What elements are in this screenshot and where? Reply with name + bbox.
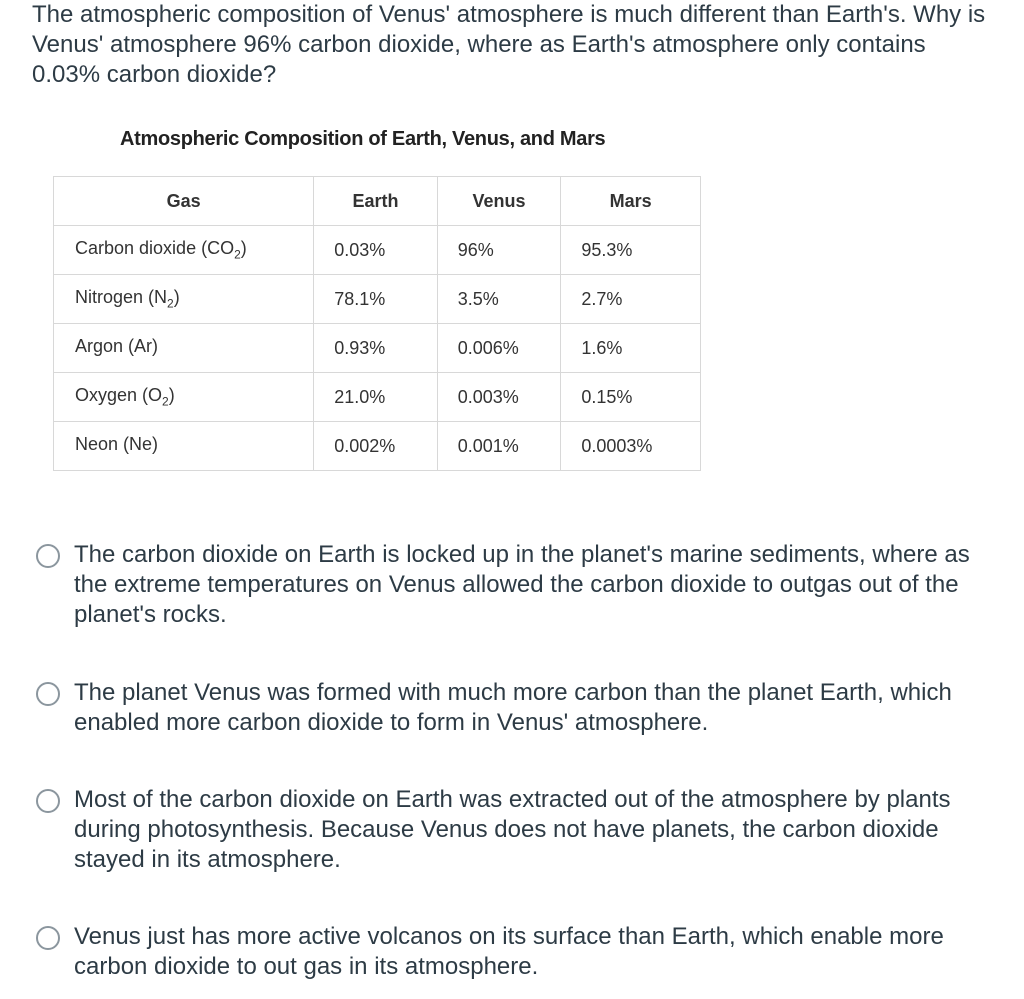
question-text: The atmospheric composition of Venus' atmosphere is much different than Earth's. Why is Venus' atmosphere 96% carbon dioxide, where as Earth's atmosphere only contains 0.03% carbon dioxide? xyxy=(32,1,986,88)
table-row xyxy=(54,324,701,373)
option-text: Most of the carbon dioxide on Earth was extracted out of the atmosphere by plants during photosynthesis. Because Venus does not have planets, the carbon dioxide stayed in its atmosphere. xyxy=(74,786,951,873)
table-title: Atmospheric Composition of Earth, Venus, and Mars xyxy=(120,128,606,150)
radio-button[interactable] xyxy=(36,926,60,950)
venus-cell: 0.003% xyxy=(437,373,561,422)
mars-cell: 0.0003% xyxy=(561,422,701,471)
mars-cell: 95.3% xyxy=(561,226,701,275)
table-row xyxy=(54,226,701,275)
gas-cell: Carbon dioxide $(CO_2)$ xyxy=(54,226,314,275)
table-row xyxy=(54,422,701,471)
answer-option-1[interactable] xyxy=(36,540,994,630)
option-text: The planet Venus was formed with much more carbon than the planet Earth, which enabled more carbon dioxide to form in Venus' atmosphere. xyxy=(74,679,952,736)
gas-cell: Argon (Ar) xyxy=(54,324,314,373)
header-gas: Gas xyxy=(54,177,314,226)
answer-option-3[interactable] xyxy=(36,785,994,875)
header-mars: Mars xyxy=(561,177,701,226)
mars-cell: 2.7% xyxy=(561,275,701,324)
answer-option-2[interactable] xyxy=(36,678,994,738)
radio-button[interactable] xyxy=(36,544,60,568)
header-venus: Venus xyxy=(437,177,561,226)
header-earth: Earth xyxy=(314,177,438,226)
gas-cell: Neon (Ne) xyxy=(54,422,314,471)
earth-cell: 21.0% xyxy=(314,373,438,422)
radio-button[interactable] xyxy=(36,682,60,706)
option-text: The carbon dioxide on Earth is locked up in the planet's marine sediments, where as the extreme temperatures on Venus allowed the carbon dioxide to outgas out of the planet's rocks. xyxy=(74,541,970,628)
composition-table xyxy=(53,176,701,471)
earth-cell: 0.002% xyxy=(314,422,438,471)
mars-cell: 0.15% xyxy=(561,373,701,422)
gas-cell: Nitrogen $(N_2)$ xyxy=(54,275,314,324)
venus-cell: 96% xyxy=(437,226,561,275)
table-header-row xyxy=(54,177,701,226)
gas-cell: Oxygen $(O_2)$ xyxy=(54,373,314,422)
venus-cell: 0.006% xyxy=(437,324,561,373)
mars-cell: 1.6% xyxy=(561,324,701,373)
answer-option-4[interactable] xyxy=(36,922,994,982)
venus-cell: 0.001% xyxy=(437,422,561,471)
venus-cell: 3.5% xyxy=(437,275,561,324)
earth-cell: 0.03% xyxy=(314,226,438,275)
earth-cell: 0.93% xyxy=(314,324,438,373)
table-row xyxy=(54,275,701,324)
earth-cell: 78.1% xyxy=(314,275,438,324)
radio-button[interactable] xyxy=(36,789,60,813)
option-text: Venus just has more active volcanos on its surface than Earth, which enable more carbon dioxide to out gas in its atmosphere. xyxy=(74,923,944,980)
table-row xyxy=(54,373,701,422)
